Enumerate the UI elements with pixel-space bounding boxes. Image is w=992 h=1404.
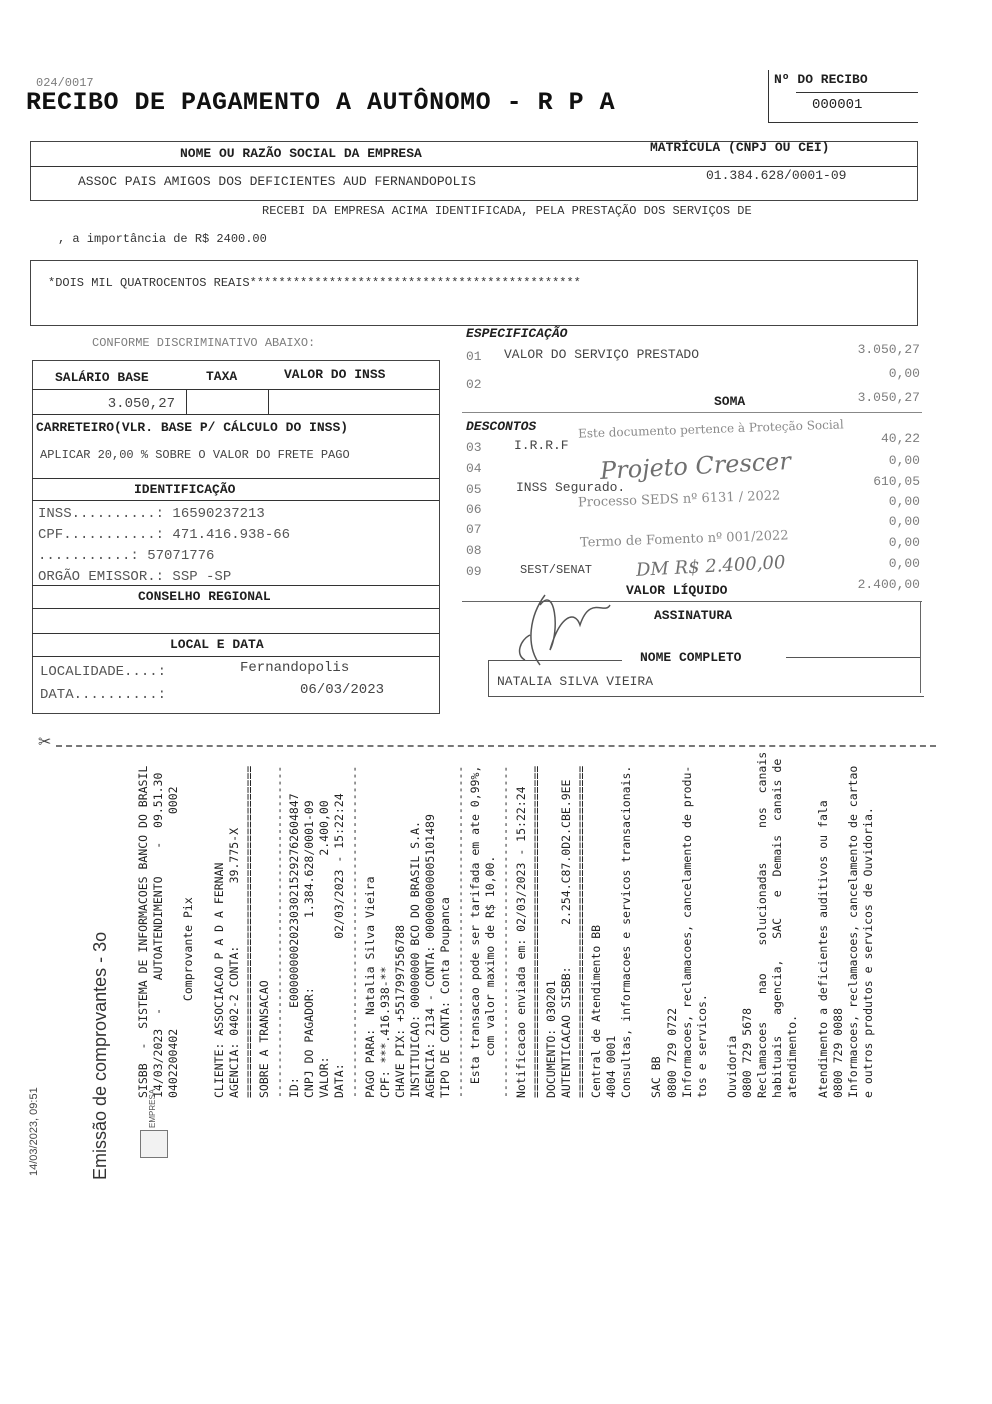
page-title: RECIBO DE PAGAMENTO A AUTÔNOMO - R P A (26, 88, 616, 117)
liquido-value: 2.400,00 (857, 577, 920, 592)
receipt-line: 0800 729 5678 (740, 1007, 754, 1098)
statement-line1: RECEBI DA EMPRESA ACIMA IDENTIFICADA, PELA PRESTAÇÃO DOS SERVIÇOS DE (262, 204, 752, 218)
item01-num: 01 (466, 349, 482, 364)
receipt-line: ================================================ (528, 765, 543, 1098)
d04-value: 0,00 (888, 453, 920, 468)
d07-num: 07 (466, 522, 482, 537)
stamp-line1: Este documento pertence à Proteção Social (577, 417, 844, 441)
inss-number: INSS..........: 16590237213 (38, 506, 265, 522)
cut-line (56, 745, 936, 747)
signature (500, 575, 630, 675)
receipt-line: AGENCIA: 2134 - CONTA: 000000000005101489 (422, 814, 437, 1098)
d09-value: 0,00 (888, 556, 920, 571)
d06-value: 0,00 (888, 494, 920, 509)
receipt-line: atendimento. (785, 1014, 800, 1098)
bank-receipt (60, 751, 875, 1180)
taxa-label: TAXA (206, 369, 238, 384)
descontos-label: DESCONTOS (466, 419, 537, 434)
scissors-icon: ✂ (38, 732, 52, 751)
receipt-line: ------------------------------------------------ (498, 765, 513, 1098)
receipt-line: Informacoes, reclamacoes, cancelamento de cartao (845, 765, 860, 1098)
receipt-line: CNPJ DO PAGADOR: 1.384.628/0001-09 (302, 800, 317, 1098)
d05-desc: INSS Segurado. (516, 480, 626, 495)
matricula-label: MATRÍCULA (CNPJ OU CEI) (650, 140, 830, 155)
receipt-line: CPF: ***.416.938-** (377, 966, 392, 1098)
receipt-line: Comprovante Pix (181, 897, 196, 1098)
conforme-label: CONFORME DISCRIMINATIVO ABAIXO: (92, 336, 316, 350)
doc-code: 024/0017 (36, 76, 94, 90)
d09-desc: SEST/SENAT (520, 563, 593, 577)
receipt-line: ------------------------------------------------ (453, 765, 468, 1098)
d03-num: 03 (466, 440, 482, 455)
nome-completo: NATALIA SILVA VIEIRA (497, 674, 654, 689)
aplicar-text: APLICAR 20,00 % SOBRE O VALOR DO FRETE PAGO (40, 448, 350, 462)
receipt-line: 4004 0001 (604, 1035, 619, 1098)
carreteiro-label: CARRETEIRO(VLR. BASE P/ CÁLCULO DO INSS) (36, 420, 349, 435)
statement-line2: , a importância de R$ 2400.00 (58, 232, 267, 246)
item02-value: 0,00 (888, 366, 920, 381)
stamp-line3: Processo SEDS nº 6131 / 2022 (577, 488, 781, 511)
receipt-line: DOCUMENTO: 030201 (543, 980, 558, 1098)
receipt-line: Consultas, informacoes e servicos transacionais. (619, 765, 634, 1098)
logo-text: EMPRESA (148, 1088, 157, 1128)
d09-num: 09 (466, 564, 482, 579)
item01-desc: VALOR DO SERVIÇO PRESTADO (504, 347, 700, 362)
receipt-line: ================================================ (573, 765, 588, 1098)
d06-num: 06 (466, 502, 482, 517)
stamp-line4: Termo de Fomento nº 001/2022 (579, 528, 789, 551)
local-data-label: LOCAL E DATA (170, 637, 264, 652)
salario-label: SALÁRIO BASE (55, 370, 149, 385)
receipt-line: Atendimento a deficientes auditivos ou fala (815, 800, 830, 1098)
receipt-line: Informacoes, reclamacoes, cancelamento de produ- (679, 765, 694, 1098)
company-cnpj: 01.384.628/0001-09 (706, 168, 847, 183)
valor-inss-label: VALOR DO INSS (284, 367, 386, 382)
data-label: DATA..........: (40, 687, 167, 703)
d03-desc: I.R.R.F (514, 438, 569, 453)
rg-number: ...........: 57071776 (38, 548, 215, 564)
recibo-number: 000001 (812, 97, 863, 113)
extenso-box (30, 260, 918, 326)
receipt-line: SISBB - SISTEMA DE INFORMACOES BANCO DO BRASIL (136, 765, 150, 1098)
receipt-heading: Emissão de comprovantes - 3o (90, 931, 110, 1180)
receipt-line: DATA: 02/03/2023 - 15:22:24 (332, 793, 347, 1098)
d03-value: 40,22 (880, 431, 920, 446)
d07-value: 0,00 (888, 514, 920, 529)
receipt-line: ================================================ (241, 765, 256, 1098)
receipt-line: SOBRE A TRANSACAO (256, 980, 271, 1098)
identificacao-label: IDENTIFICAÇÃO (134, 482, 236, 497)
nome-completo-label: NOME COMPLETO (640, 650, 742, 665)
receipt-line: Central de Atendimento BB (589, 924, 603, 1098)
receipt-line: 14/03/2023 - AUTOATENDIMENTO - 09.51.30 (151, 772, 166, 1098)
receipt-line: Esta transacao pode ser tarifada em ate 0,99%, (468, 765, 483, 1098)
d05-num: 05 (466, 482, 482, 497)
receipt-line: ------------------------------------------------ (271, 765, 286, 1098)
receipt-line: CLIENTE: ASSOCIACAO P A D A FERNAN (211, 862, 226, 1098)
orgao-emissor: ORGÃO EMISSOR.: SSP -SP (38, 569, 232, 585)
liquido-label: VALOR LÍQUIDO (626, 583, 728, 598)
cpf-number: CPF...........: 471.416.938-66 (38, 527, 291, 543)
receipt-line: SAC BB (649, 1056, 664, 1098)
receipt-line: INSTITUICAO: 00000000 BCO DO BRASIL S.A. (407, 821, 422, 1098)
localidade-value: Fernandopolis (240, 660, 350, 676)
receipt-line: Notificacao enviada em: 02/03/2023 - 15:22:24 (513, 786, 528, 1098)
receipt-line: com valor maximo de R$ 10,00. (483, 855, 498, 1098)
especificacao-label: ESPECIFICAÇÃO (466, 326, 568, 341)
receipt-line: ------------------------------------------------ (347, 765, 362, 1098)
receipt-line: 0402200402 0002 (166, 786, 181, 1098)
bb-logo-icon (140, 1130, 168, 1158)
amount-in-words: *DOIS MIL QUATROCENTOS REAIS********************************************** (48, 276, 581, 290)
d05-value: 610,05 (873, 474, 920, 489)
conselho-label: CONSELHO REGIONAL (138, 589, 271, 604)
localidade-label: LOCALIDADE....: (40, 664, 167, 680)
receipt-line: AGENCIA: 0402-2 CONTA: 39.775-X (226, 827, 241, 1098)
soma-label: SOMA (714, 394, 746, 409)
receipt-line: CHAVE PIX: +5517997556788 (392, 924, 407, 1098)
receipt-line: e outros produtos e servicos de Ouvidoria. (860, 807, 875, 1098)
receipt-line: ID: E00000000202303021529276260484​7 (287, 793, 301, 1098)
receipt-line: Ouvidoria (724, 1035, 739, 1098)
recibo-label: Nº DO RECIBO (774, 72, 868, 87)
side-timestamp: 14/03/2023, 09:51 (28, 1087, 40, 1176)
receipt-line: VALOR: 2.400,00 (317, 800, 332, 1098)
receipt-line: 0800 729 0722 (664, 1007, 679, 1098)
receipt-line: PAGO PARA: Natalia Silva Vieira (362, 876, 377, 1098)
soma-value: 3.050,27 (857, 390, 920, 405)
d04-num: 04 (466, 461, 482, 476)
receipt-line: tos e servicos. (694, 994, 709, 1098)
stamp-line2: Projeto Crescer (599, 447, 792, 485)
item02-num: 02 (466, 377, 482, 392)
item01-value: 3.050,27 (857, 342, 920, 357)
receipt-line: Reclamacoes nao solucionadas nos canais (755, 751, 770, 1098)
receipt-line: 0800 729 0088 (830, 1007, 845, 1098)
assinatura-label: ASSINATURA (654, 608, 733, 623)
d08-value: 0,00 (888, 535, 920, 550)
d08-num: 08 (466, 543, 482, 558)
data-value: 06/03/2023 (300, 682, 385, 698)
company-name-label: NOME OU RAZÃO SOCIAL DA EMPRESA (180, 146, 422, 161)
company-name: ASSOC PAIS AMIGOS DOS DEFICIENTES AUD FERNANDOPOLIS (78, 174, 476, 189)
receipt-line: TIPO DE CONTA: Conta Poupanca (438, 897, 452, 1098)
stamp-line5: DM R$ 2.400,00 (635, 552, 786, 581)
receipt-line: habituais agencia, SAC e Demais canais de (770, 758, 785, 1098)
receipt-line: AUTENTICACAO SISBB: 2.254.C87.0D2.CBE.9EE (558, 779, 573, 1098)
salario-value: 3.050,27 (107, 396, 175, 412)
